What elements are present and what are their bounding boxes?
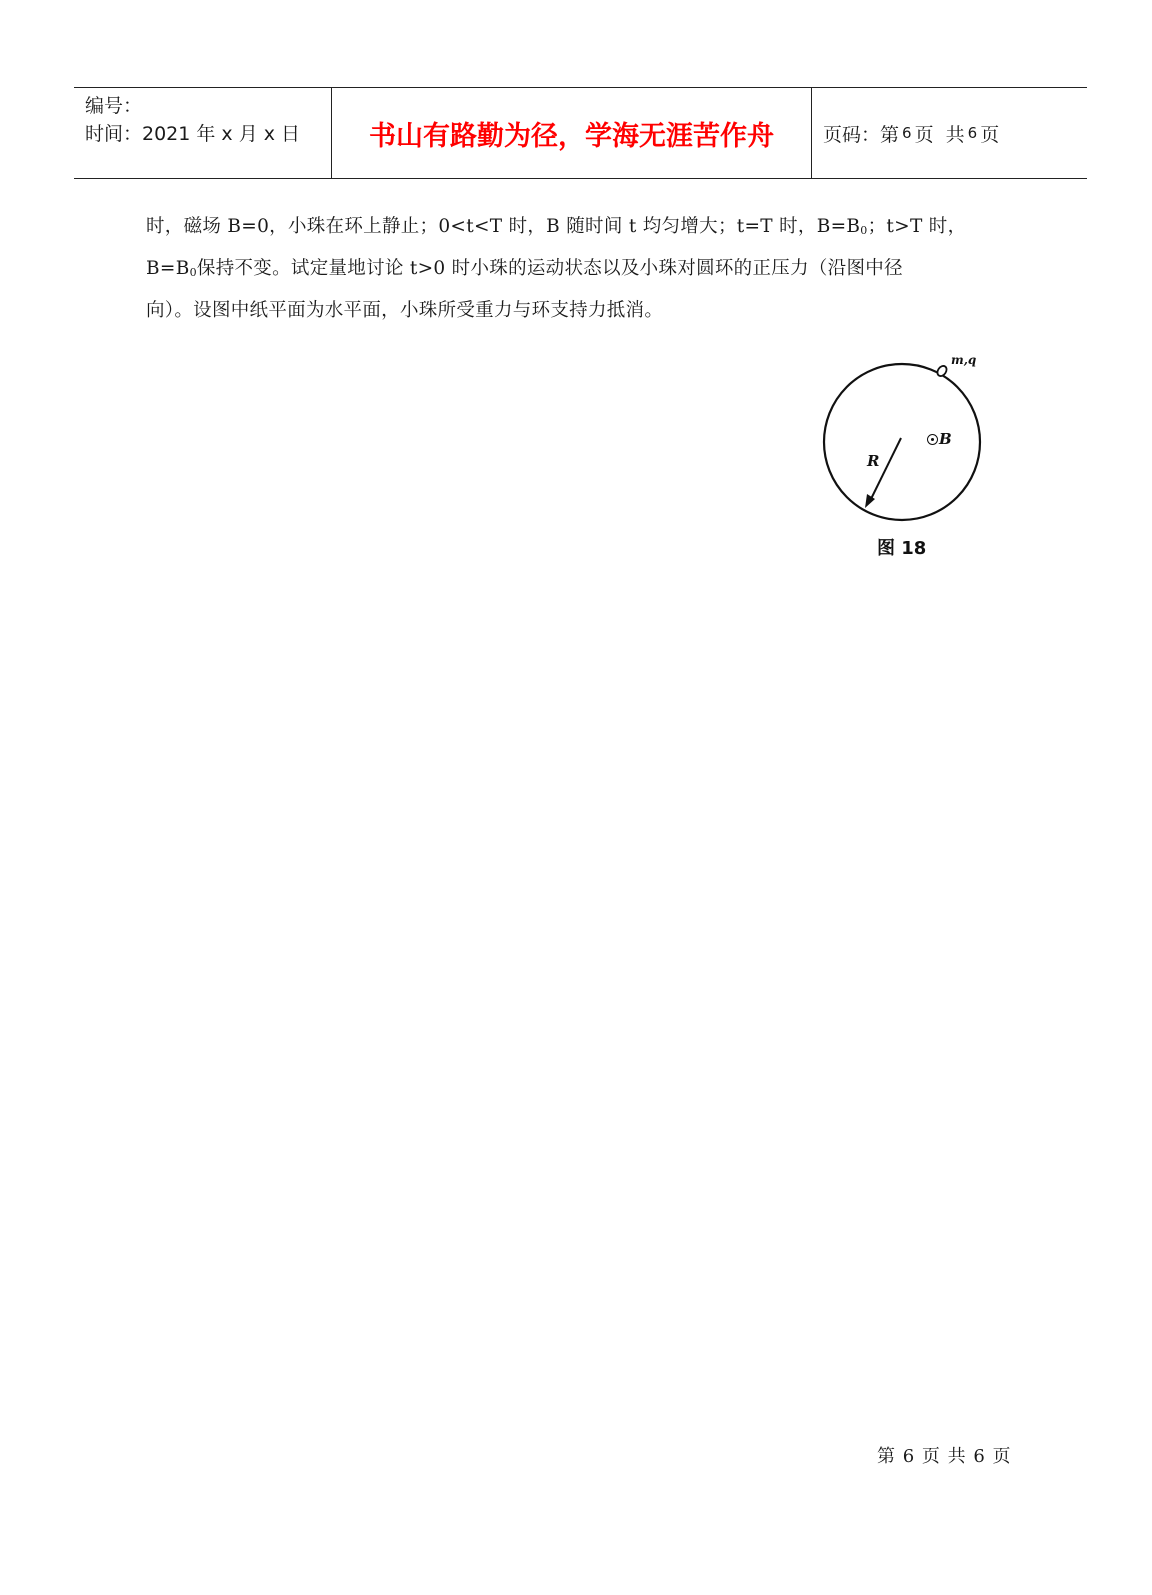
subscript-0: 0 [860,224,868,237]
header-motto-cell [332,88,812,178]
text-line-2-start: B=B [146,258,190,279]
date-label: 时间：2021 年 x 月 x 日 [85,123,301,145]
number-label: 编号： [85,95,143,117]
page-current: 6 [902,124,912,142]
text-line-1-main: 时，磁场 B=0，小珠在环上静止；0<t<T 时，B 随时间 t 均匀增大；t=T 时，B=B [146,216,861,237]
ring-diagram [815,350,1005,565]
figure-18 [815,350,1005,565]
motto-text: 书山有路勤为径，学海无涯苦作舟 [369,120,774,152]
page-footer: 第 6 页 共 6 页 [877,1446,1012,1467]
bead-marker [936,364,949,378]
page-prefix: 页码：第 [823,123,900,146]
text-line-1 [146,206,1026,248]
out-of-page-icon [927,434,938,445]
page-total: 6 [967,124,978,142]
page-suffix: 页 [980,123,1000,146]
label-mq: m,q [951,353,977,367]
ring-circle [824,364,980,520]
text-line-1-end: ；t>T 时， [867,216,967,237]
label-b-field [927,430,952,448]
header-left-cell [74,88,332,178]
problem-text [146,206,1026,332]
text-line-2 [146,248,1026,290]
header-page-cell [812,88,1087,178]
label-b: B [939,430,952,448]
text-line-3: 向）。设图中纸平面为水平面，小珠所受重力与环支持力抵消。 [146,300,664,321]
text-line-2-rest: 保持不变。试定量地讨论 t>0 时小珠的运动状态以及小珠对圆环的正压力（沿图中径 [196,258,903,279]
page-header [74,87,1087,179]
subscript-0: 0 [189,266,197,279]
label-r: R [867,452,880,470]
figure-caption: 图 18 [877,538,927,559]
page-mid: 页 共 [914,123,965,146]
